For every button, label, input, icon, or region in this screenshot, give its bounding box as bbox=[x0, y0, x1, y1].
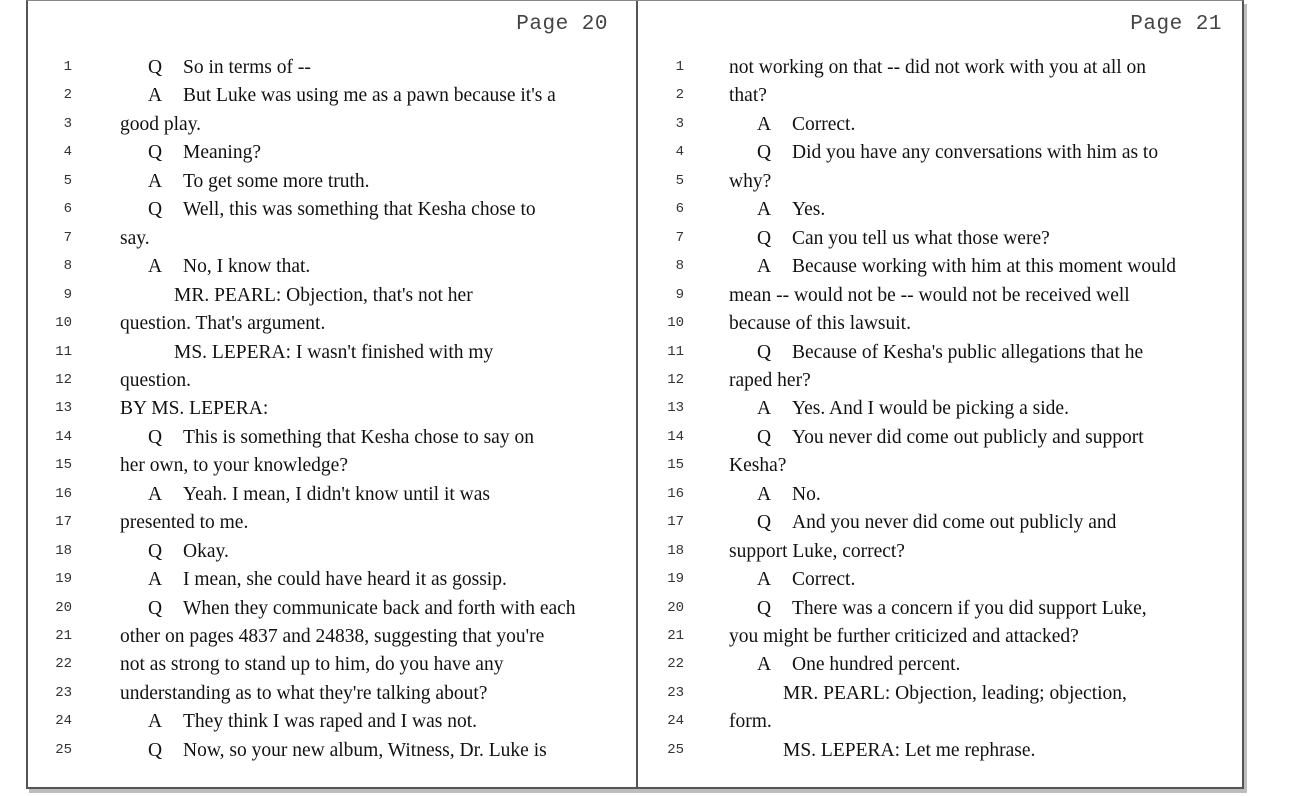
line-text bbox=[120, 541, 229, 563]
line-body: BY MS. LEPERA: bbox=[120, 398, 269, 420]
transcript-page-right bbox=[638, 1, 1246, 787]
line-text bbox=[729, 313, 911, 335]
line-body: To get some more truth. bbox=[183, 170, 370, 192]
line-body: presented to me. bbox=[120, 512, 249, 534]
transcript-line bbox=[638, 85, 1246, 113]
transcript-line bbox=[28, 370, 636, 398]
line-number: 18 bbox=[55, 542, 72, 559]
line-number: 3 bbox=[63, 115, 72, 132]
line-text bbox=[120, 256, 310, 278]
line-text bbox=[120, 342, 493, 364]
line-text bbox=[120, 313, 325, 335]
qa-marker: Q bbox=[148, 57, 163, 78]
line-body: And you never did come out publicly and bbox=[792, 512, 1117, 534]
line-text bbox=[729, 541, 905, 563]
line-text bbox=[729, 398, 1069, 420]
transcript-line bbox=[638, 142, 1246, 170]
qa-marker: A bbox=[148, 85, 163, 107]
qa-marker: Q bbox=[757, 597, 772, 619]
line-number: 19 bbox=[667, 571, 684, 588]
line-text bbox=[120, 370, 191, 392]
line-text bbox=[120, 569, 507, 591]
transcript-line bbox=[638, 654, 1246, 682]
qa-marker: Q bbox=[757, 426, 772, 448]
transcript-line bbox=[28, 171, 636, 199]
transcript-line bbox=[638, 598, 1246, 626]
line-text bbox=[729, 654, 960, 676]
transcript-line bbox=[28, 654, 636, 682]
qa-marker: A bbox=[148, 483, 163, 505]
line-number: 13 bbox=[55, 400, 72, 417]
line-number: 2 bbox=[675, 87, 684, 104]
line-body: understanding as to what they're talking about? bbox=[120, 682, 488, 704]
line-number: 25 bbox=[55, 741, 72, 758]
line-number: 25 bbox=[667, 741, 684, 758]
line-number: 11 bbox=[55, 343, 72, 360]
line-body: mean -- would not be -- would not be received well bbox=[729, 284, 1130, 306]
transcript-line bbox=[638, 569, 1246, 597]
line-number: 15 bbox=[667, 457, 684, 474]
line-text bbox=[120, 114, 201, 136]
line-text bbox=[729, 370, 811, 392]
line-text bbox=[729, 598, 1147, 620]
line-text bbox=[729, 142, 1158, 164]
transcript-line bbox=[28, 57, 636, 85]
line-body: not working on that -- did not work with you at all on bbox=[729, 57, 1147, 78]
transcript-line bbox=[28, 85, 636, 113]
transcript-line bbox=[638, 512, 1246, 540]
line-text bbox=[120, 626, 544, 648]
qa-marker: Q bbox=[148, 739, 163, 761]
line-text bbox=[729, 512, 1116, 534]
line-body: This is something that Kesha chose to say on bbox=[183, 426, 534, 448]
transcript-line bbox=[638, 256, 1246, 284]
qa-marker: A bbox=[148, 256, 163, 278]
line-body: There was a concern if you did support Luke, bbox=[792, 597, 1147, 619]
line-body: her own, to your knowledge? bbox=[120, 455, 348, 477]
transcript-line bbox=[28, 199, 636, 227]
qa-marker: Q bbox=[757, 512, 772, 534]
line-text bbox=[120, 57, 311, 79]
line-number: 22 bbox=[55, 656, 72, 673]
transcript-line bbox=[638, 370, 1246, 398]
line-text bbox=[729, 57, 1146, 79]
line-text bbox=[729, 683, 1127, 705]
line-text bbox=[120, 512, 248, 534]
line-body: good play. bbox=[120, 113, 202, 135]
line-text bbox=[120, 285, 473, 307]
line-number: 20 bbox=[55, 599, 72, 616]
line-body: why? bbox=[729, 170, 772, 192]
line-number: 18 bbox=[667, 542, 684, 559]
line-text bbox=[729, 711, 772, 733]
line-body: Yes. bbox=[792, 199, 826, 221]
line-body: No. bbox=[792, 483, 821, 505]
line-body: MS. LEPERA: I wasn't finished with my bbox=[174, 341, 494, 363]
transcript-line bbox=[28, 711, 636, 739]
line-number: 20 bbox=[667, 599, 684, 616]
transcript-line bbox=[28, 569, 636, 597]
qa-marker: Q bbox=[148, 597, 163, 619]
line-text bbox=[120, 142, 261, 164]
transcript-line bbox=[28, 740, 636, 768]
line-text bbox=[729, 199, 825, 221]
transcript-line bbox=[638, 114, 1246, 142]
line-body: not as strong to stand up to him, do you have any bbox=[120, 654, 504, 676]
transcript-line bbox=[28, 598, 636, 626]
transcript-line bbox=[28, 228, 636, 256]
line-body: You never did come out publicly and support bbox=[792, 426, 1144, 448]
line-number: 10 bbox=[55, 315, 72, 332]
line-number: 24 bbox=[667, 713, 684, 730]
line-body: say. bbox=[120, 227, 150, 249]
transcript-line bbox=[28, 285, 636, 313]
line-text bbox=[729, 342, 1143, 364]
qa-marker: A bbox=[757, 654, 772, 676]
line-text bbox=[120, 455, 348, 477]
line-text bbox=[729, 455, 786, 477]
line-body: that? bbox=[729, 85, 767, 107]
transcript-line bbox=[28, 342, 636, 370]
line-body: Correct. bbox=[792, 569, 856, 591]
line-number: 5 bbox=[63, 172, 72, 189]
qa-marker: A bbox=[757, 483, 772, 505]
transcript-line bbox=[28, 398, 636, 426]
transcript-line bbox=[28, 142, 636, 170]
transcript-line bbox=[28, 427, 636, 455]
line-text bbox=[120, 740, 547, 762]
line-text bbox=[120, 654, 503, 676]
transcript-line bbox=[28, 455, 636, 483]
transcript-line bbox=[638, 57, 1246, 85]
transcript-spread bbox=[26, 0, 1244, 789]
qa-marker: A bbox=[148, 569, 163, 591]
line-text bbox=[120, 598, 576, 620]
line-text bbox=[729, 626, 1079, 648]
line-number: 16 bbox=[667, 485, 684, 502]
transcript-line bbox=[638, 313, 1246, 341]
qa-marker: A bbox=[757, 199, 772, 221]
qa-marker: Q bbox=[148, 426, 163, 448]
transcript-line bbox=[28, 484, 636, 512]
line-text bbox=[120, 199, 536, 221]
transcript-line bbox=[638, 484, 1246, 512]
line-text bbox=[729, 256, 1176, 278]
transcript-line bbox=[638, 740, 1246, 768]
line-body: MR. PEARL: Objection, leading; objection, bbox=[783, 682, 1127, 704]
line-text bbox=[729, 171, 771, 193]
line-number: 3 bbox=[675, 115, 684, 132]
line-number: 14 bbox=[55, 428, 72, 445]
line-body: because of this lawsuit. bbox=[729, 313, 911, 335]
line-body: No, I know that. bbox=[183, 256, 311, 278]
transcript-line bbox=[28, 512, 636, 540]
line-text bbox=[729, 285, 1130, 307]
line-text bbox=[729, 114, 855, 136]
transcript-line bbox=[638, 285, 1246, 313]
qa-marker: A bbox=[757, 113, 772, 135]
line-body: Did you have any conversations with him as to bbox=[792, 142, 1159, 164]
qa-marker: Q bbox=[757, 227, 772, 249]
line-number: 12 bbox=[55, 371, 72, 388]
line-text bbox=[120, 683, 487, 705]
line-body: Correct. bbox=[792, 113, 856, 135]
qa-marker: A bbox=[757, 398, 772, 420]
line-body: But Luke was using me as a pawn because it's a bbox=[183, 85, 556, 107]
line-number: 21 bbox=[667, 628, 684, 644]
line-body: Meaning? bbox=[183, 142, 261, 164]
transcript-line bbox=[28, 683, 636, 711]
qa-marker: A bbox=[148, 170, 163, 192]
line-body: I mean, she could have heard it as gossip. bbox=[183, 569, 507, 591]
line-number: 8 bbox=[63, 258, 72, 275]
transcript-line bbox=[638, 171, 1246, 199]
line-body: MS. LEPERA: Let me rephrase. bbox=[783, 739, 1036, 761]
line-text bbox=[729, 484, 821, 506]
line-number: 17 bbox=[55, 514, 72, 531]
line-text bbox=[120, 398, 268, 420]
line-number: 9 bbox=[675, 286, 684, 303]
qa-marker: A bbox=[757, 569, 772, 591]
transcript-line bbox=[28, 313, 636, 341]
qa-marker: Q bbox=[757, 341, 772, 363]
line-body: Can you tell us what those were? bbox=[792, 227, 1050, 249]
page-number: Page 21 bbox=[1130, 13, 1222, 36]
line-body: When they communicate back and forth with each bbox=[183, 597, 576, 619]
line-body: question. That's argument. bbox=[120, 313, 326, 335]
line-number: 16 bbox=[55, 485, 72, 502]
line-body: form. bbox=[729, 711, 772, 733]
line-body: raped her? bbox=[729, 369, 811, 391]
line-number: 17 bbox=[667, 514, 684, 531]
qa-marker: Q bbox=[148, 540, 163, 562]
line-text bbox=[729, 740, 1035, 762]
line-text bbox=[729, 569, 855, 591]
transcript-line bbox=[638, 342, 1246, 370]
line-number: 4 bbox=[675, 144, 684, 161]
transcript-line bbox=[28, 256, 636, 284]
transcript-line bbox=[28, 114, 636, 142]
transcript-line bbox=[638, 427, 1246, 455]
line-number: 4 bbox=[63, 144, 72, 161]
line-number: 7 bbox=[675, 229, 684, 246]
line-number: 6 bbox=[63, 201, 72, 218]
line-number: 1 bbox=[63, 59, 72, 75]
line-body: support Luke, correct? bbox=[729, 540, 905, 562]
line-body: Because working with him at this moment would bbox=[792, 256, 1176, 278]
transcript-line bbox=[638, 398, 1246, 426]
line-body: Because of Kesha's public allegations that he bbox=[792, 341, 1144, 363]
line-number: 23 bbox=[55, 684, 72, 701]
line-body: Okay. bbox=[183, 540, 229, 562]
line-number: 5 bbox=[675, 172, 684, 189]
line-body: Yeah. I mean, I didn't know until it was bbox=[183, 483, 491, 505]
line-text bbox=[729, 85, 767, 107]
transcript-page-left bbox=[28, 1, 636, 787]
line-number: 7 bbox=[63, 229, 72, 246]
qa-marker: A bbox=[757, 256, 772, 278]
line-number: 9 bbox=[63, 286, 72, 303]
line-number: 10 bbox=[667, 315, 684, 332]
line-text bbox=[120, 711, 477, 733]
line-number: 24 bbox=[55, 713, 72, 730]
line-text bbox=[120, 484, 490, 506]
line-number: 11 bbox=[667, 343, 684, 360]
line-body: They think I was raped and I was not. bbox=[183, 711, 478, 733]
line-number: 6 bbox=[675, 201, 684, 218]
line-number: 8 bbox=[675, 258, 684, 275]
line-body: MR. PEARL: Objection, that's not her bbox=[174, 284, 473, 306]
line-body: Yes. And I would be picking a side. bbox=[792, 398, 1069, 420]
transcript-line bbox=[28, 541, 636, 569]
line-number: 15 bbox=[55, 457, 72, 474]
line-body: other on pages 4837 and 24838, suggesting that you're bbox=[120, 626, 545, 647]
transcript-line bbox=[638, 228, 1246, 256]
line-number: 1 bbox=[675, 59, 684, 75]
line-body: Now, so your new album, Witness, Dr. Luke is bbox=[183, 739, 547, 761]
line-text bbox=[729, 427, 1144, 449]
line-body: Well, this was something that Kesha chose to bbox=[183, 199, 536, 221]
line-number: 22 bbox=[667, 656, 684, 673]
line-number: 2 bbox=[63, 87, 72, 104]
transcript-line bbox=[28, 626, 636, 654]
line-body: One hundred percent. bbox=[792, 654, 961, 676]
transcript-line bbox=[638, 455, 1246, 483]
transcript-line bbox=[638, 541, 1246, 569]
line-body: question. bbox=[120, 369, 191, 391]
line-text bbox=[120, 85, 556, 107]
line-body: So in terms of -- bbox=[183, 57, 311, 78]
line-text bbox=[729, 228, 1050, 250]
line-text bbox=[120, 228, 150, 250]
qa-marker: Q bbox=[148, 142, 163, 164]
line-number: 13 bbox=[667, 400, 684, 417]
line-text bbox=[120, 427, 534, 449]
transcript-line bbox=[638, 626, 1246, 654]
qa-marker: A bbox=[148, 711, 163, 733]
line-text bbox=[120, 171, 370, 193]
line-number: 14 bbox=[667, 428, 684, 445]
line-number: 23 bbox=[667, 684, 684, 701]
transcript-line bbox=[638, 683, 1246, 711]
line-body: Kesha? bbox=[729, 455, 787, 477]
page-number: Page 20 bbox=[516, 13, 608, 36]
line-number: 21 bbox=[55, 628, 72, 644]
qa-marker: Q bbox=[148, 199, 163, 221]
qa-marker: Q bbox=[757, 142, 772, 164]
line-number: 19 bbox=[55, 571, 72, 588]
line-body: you might be further criticized and attacked? bbox=[729, 626, 1079, 647]
line-number: 12 bbox=[667, 371, 684, 388]
transcript-line bbox=[638, 711, 1246, 739]
transcript-line bbox=[638, 199, 1246, 227]
